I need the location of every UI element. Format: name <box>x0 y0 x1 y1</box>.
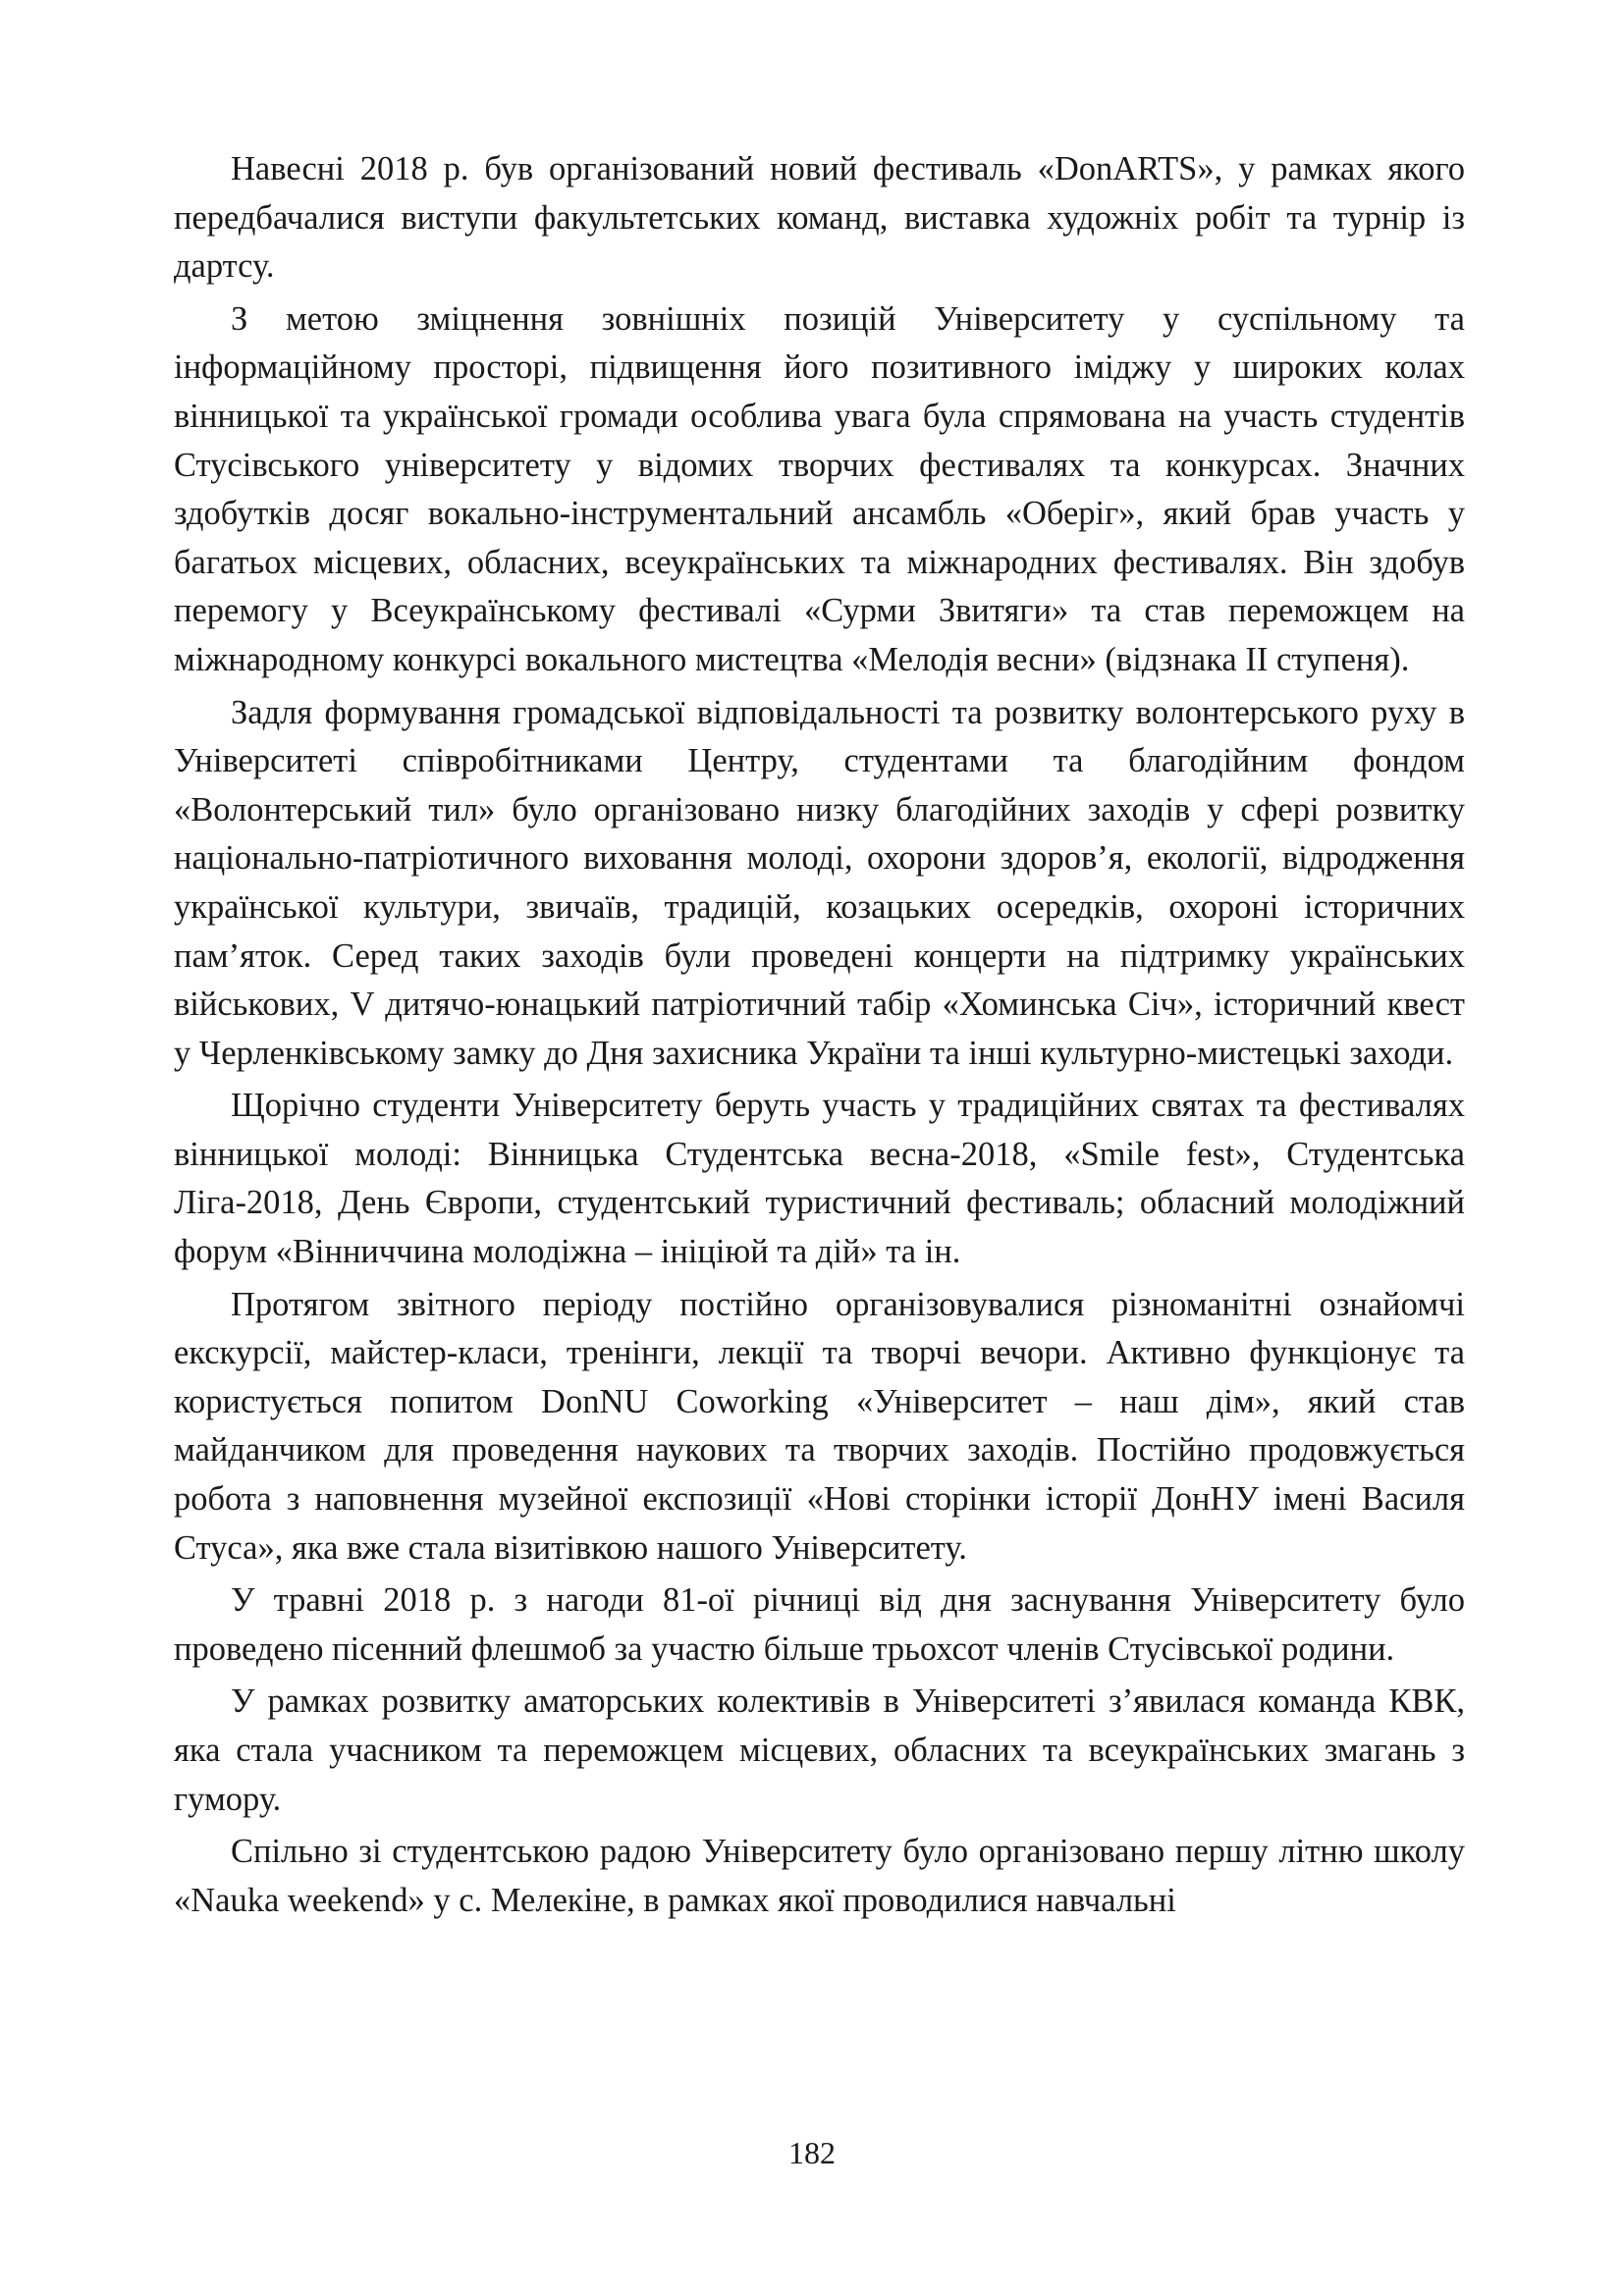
paragraph-flashmob: У травні 2018 р. з нагоди 81-ої річниці від дня заснування Університету було проведено пісенний флешмоб за участю більше трьохсот членів Стусівської родини. <box>174 1581 1465 1668</box>
paragraph-coworking: Протягом звітного періоду постійно організовувалися різноманітні ознайомчі екскурсії, майстер-класи, тренінги, лекції та творчі вечори. Активно функціонує та користується попитом DonNU Coworking «Університет – наш дім», який став майданчиком для проведення наукових та творчих заходів. Постійно продовжується робота з наповнення музейної експозиції «Нові сторінки історії ДонНУ імені Василя Стуса», яка вже стала візитівкою нашого Університету. <box>174 1285 1465 1567</box>
paragraph-donarts: Навесні 2018 р. був організований новий фестиваль «DonARTS», у рамках якого передбачалися виступи факультетських команд, виставка художніх робіт та турнір із дартсу. <box>174 150 1465 286</box>
paragraph-festivals: З метою зміцнення зовнішніх позицій Університету у суспільному та інформаційному просторі, підвищення його позитивного іміджу у широких колах вінницької та української громади особлива увага була спрямована на участь студентів Стусівського університету у відомих творчих фестивалях та конкурсах. Значних здобутків досяг вокально-інструментальний ансамбль «Оберіг», який брав участь у багатьох місцевих, обласних, всеукраїнських та міжнародних фестивалях. Він здобув перемогу у Всеукраїнському фестивалі «Сурми Звитяги» та став переможцем на міжнародному конкурсі вокального мистецтва «Мелодія весни» (відзнака ІІ ступеня). <box>174 299 1465 678</box>
body-text <box>174 145 1465 1929</box>
paragraph-summer-school: Спільно зі студентською радою Університету було організовано першу літню школу «Nauka weekend» у с. Мелекіне, в рамках якої проводилися навчальні <box>174 1833 1465 1919</box>
page-number: 182 <box>788 2135 836 2170</box>
paragraph-kvk: У рамках розвитку аматорських колективів в Університеті з’явилася команда КВК, яка стала учасником та переможцем місцевих, обласних та всеукраїнських змагань з гумору. <box>174 1682 1465 1818</box>
paragraph-youth-events: Щорічно студенти Університету беруть участь у традиційних святах та фестивалях вінницької молоді: Вінницька Студентська весна-2018, «Smile fest», Студентська Ліга-2018, День Європи, студентський туристичний фестиваль; обласний молодіжний форум «Вінниччина молодіжна – ініціюй та дій» та ін. <box>174 1087 1465 1271</box>
paragraph-volunteer: Задля формування громадської відповідальності та розвитку волонтерського руху в Університеті співробітниками Центру, студентами та благодійним фондом «Волонтерський тил» було організовано низку благодійних заходів у сфері розвитку національно-патріотичного виховання молоді, охорони здоров’я, екології, відродження української культури, звичаїв, традицій, козацьких осередків, охороні історичних пам’яток. Серед таких заходів були проведені концерти на підтримку українських військових, V дитячо-юнацький патріотичний табір «Хоминська Січ», історичний квест у Черленківському замку до Дня захисника України та інші культурно-мистецькі заходи. <box>174 693 1465 1072</box>
